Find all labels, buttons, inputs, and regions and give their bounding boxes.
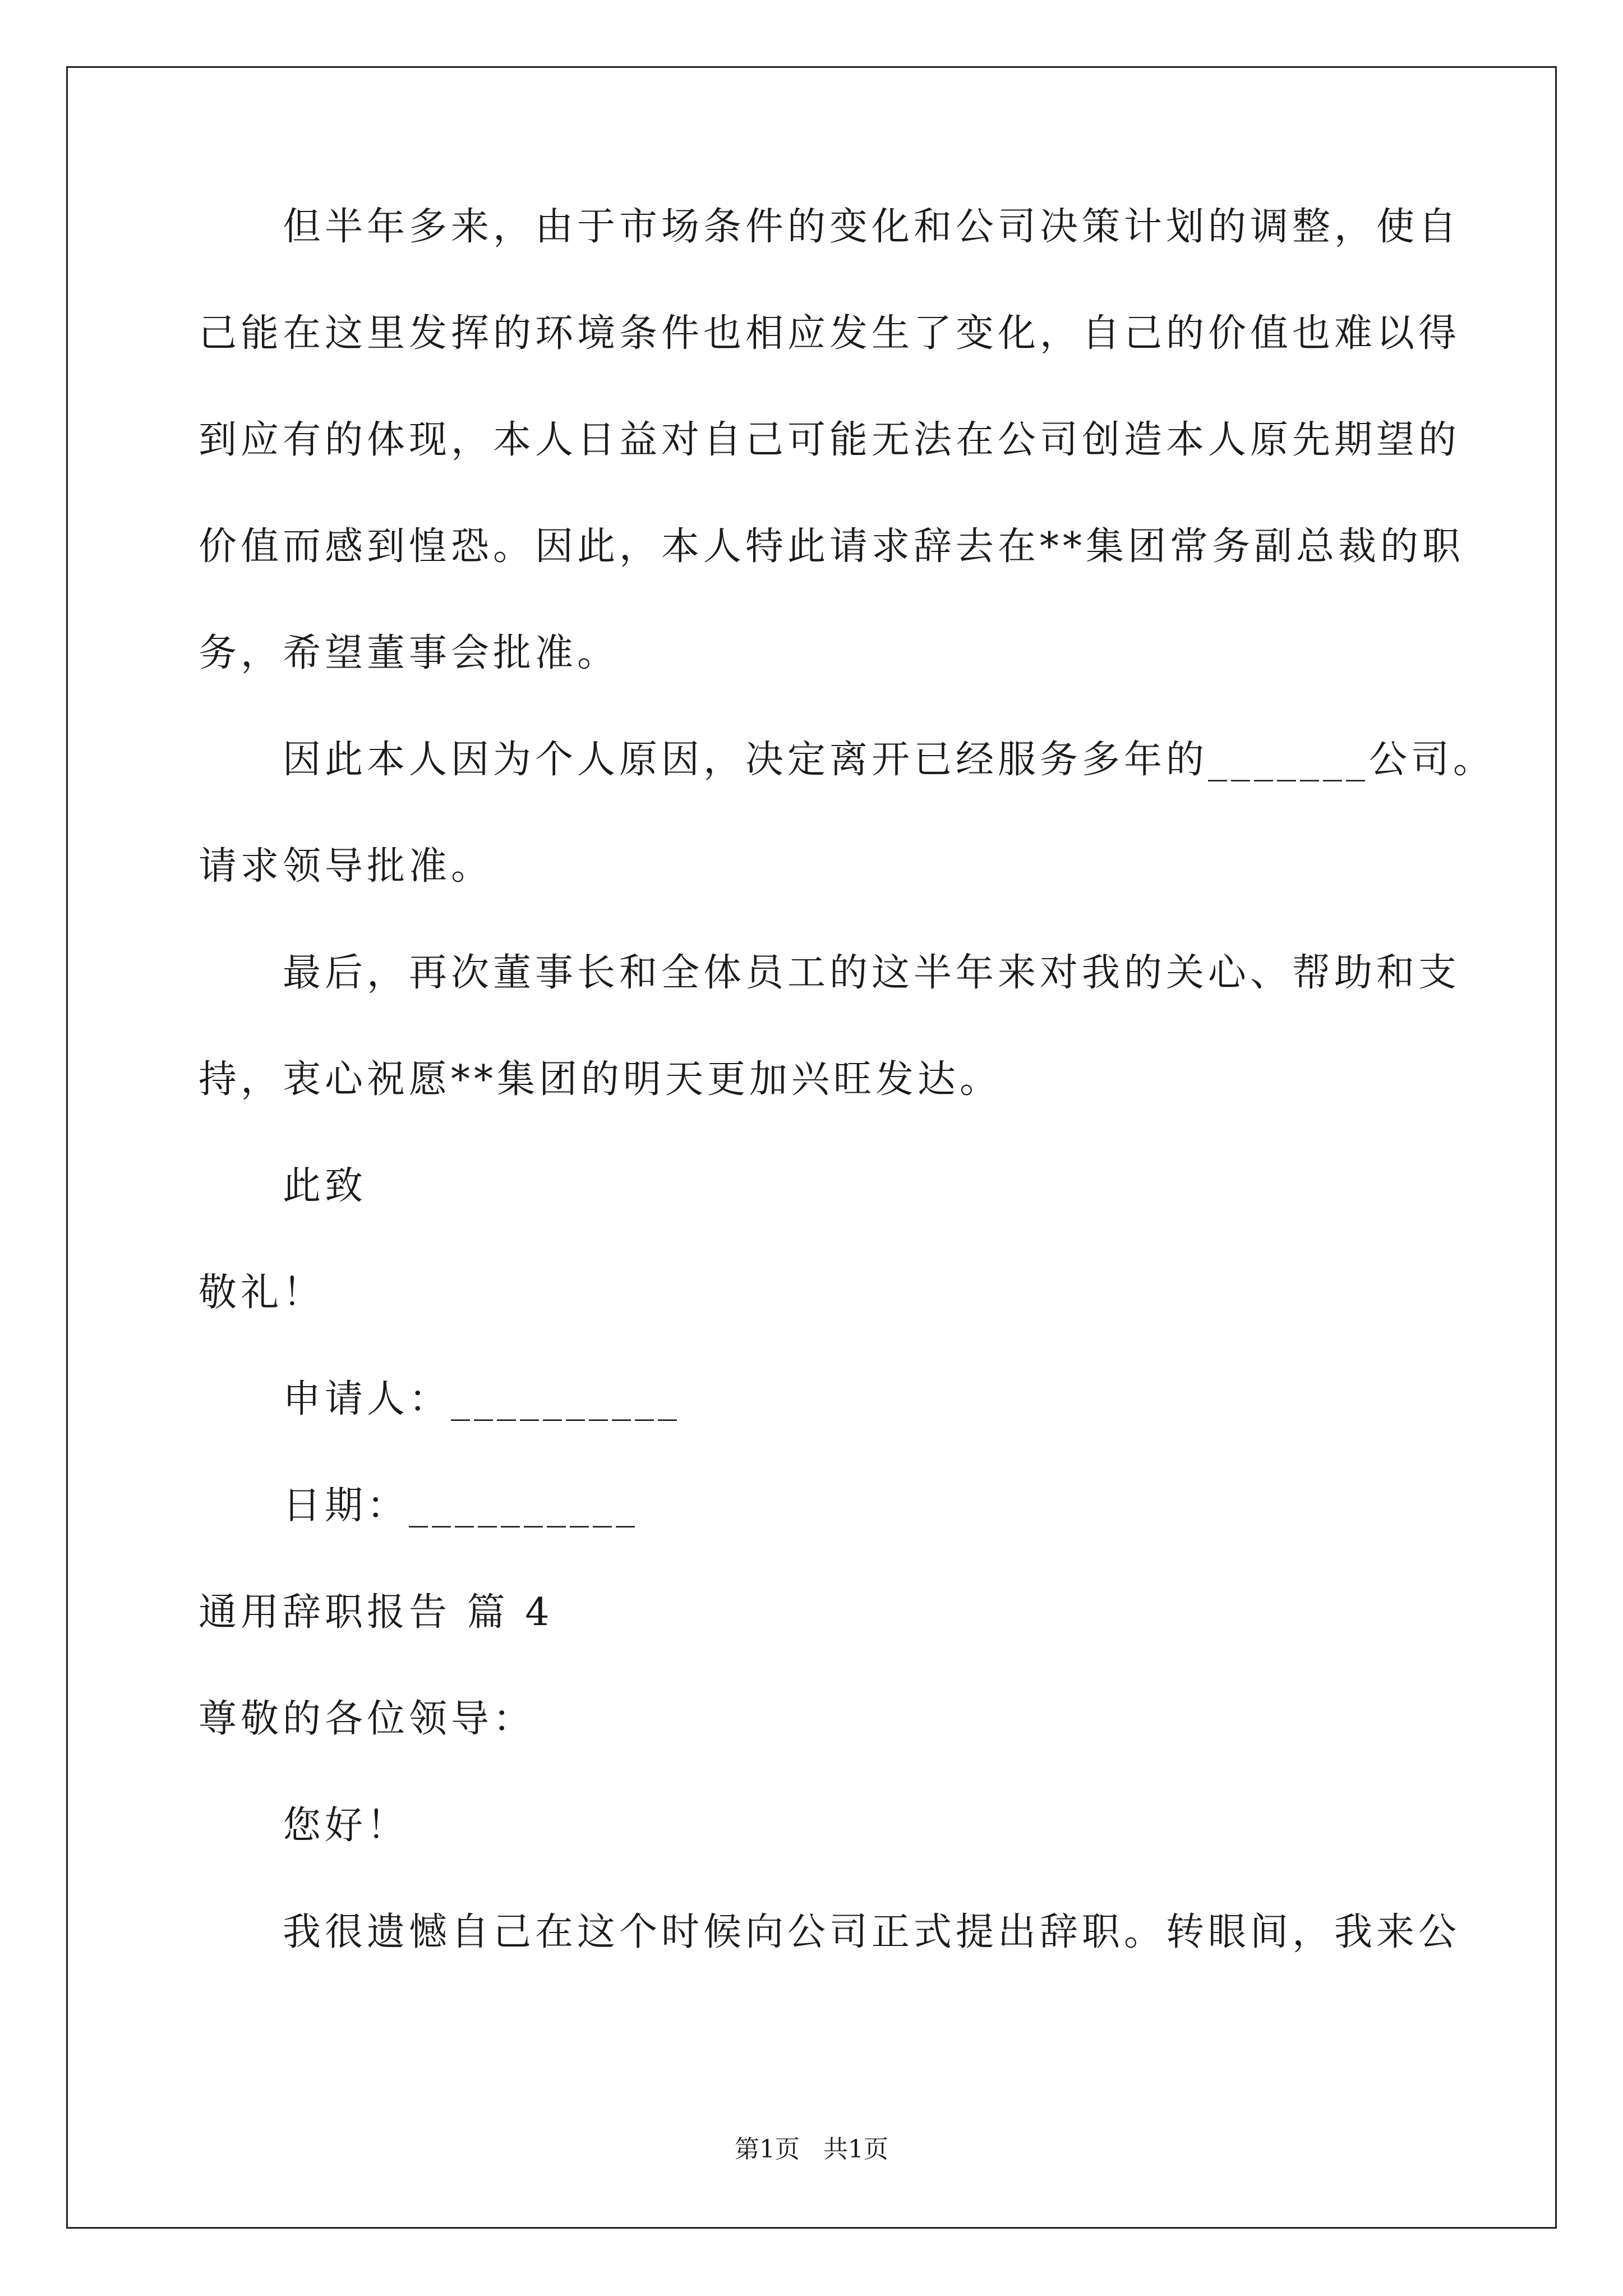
paragraph-line: 我很遗憾自己在这个时候向公司正式提出辞职。转眼间，我来公	[283, 1910, 1461, 1954]
paragraph-line: 因此本人因为个人原因，决定离开已经服务多年的_______公司。	[283, 738, 1496, 782]
paragraph-line: 但半年多来，由于市场条件的变化和公司决策计划的调整，使自	[283, 205, 1461, 249]
salutation-line: 敬礼！	[199, 1271, 325, 1315]
greeting-line: 尊敬的各位领导：	[199, 1697, 536, 1741]
paragraph-line: 到应有的体现，本人日益对自己可能无法在公司创造本人原先期望的	[199, 418, 1461, 462]
applicant-line: 申请人：__________	[283, 1377, 681, 1421]
page-number-footer: 第1页 共1页	[735, 2135, 888, 2164]
date-line: 日期：__________	[283, 1484, 639, 1528]
section-heading: 通用辞职报告 篇 4	[199, 1590, 554, 1635]
paragraph-line: 价值而感到惶恐。因此，本人特此请求辞去在**集团常务副总裁的职	[199, 524, 1465, 569]
closing-line: 此致	[283, 1164, 367, 1208]
greeting-line: 您好！	[283, 1803, 409, 1848]
paragraph-line: 己能在这里发挥的环境条件也相应发生了变化，自己的价值也难以得	[199, 311, 1461, 356]
page-border	[66, 66, 1557, 2229]
paragraph-line: 最后，再次董事长和全体员工的这半年来对我的关心、帮助和支	[283, 951, 1461, 995]
paragraph-line: 持，衷心祝愿**集团的明天更加兴旺发达。	[199, 1057, 1002, 1102]
paragraph-line: 务，希望董事会批准。	[199, 631, 620, 675]
paragraph-line: 请求领导批准。	[199, 844, 494, 889]
